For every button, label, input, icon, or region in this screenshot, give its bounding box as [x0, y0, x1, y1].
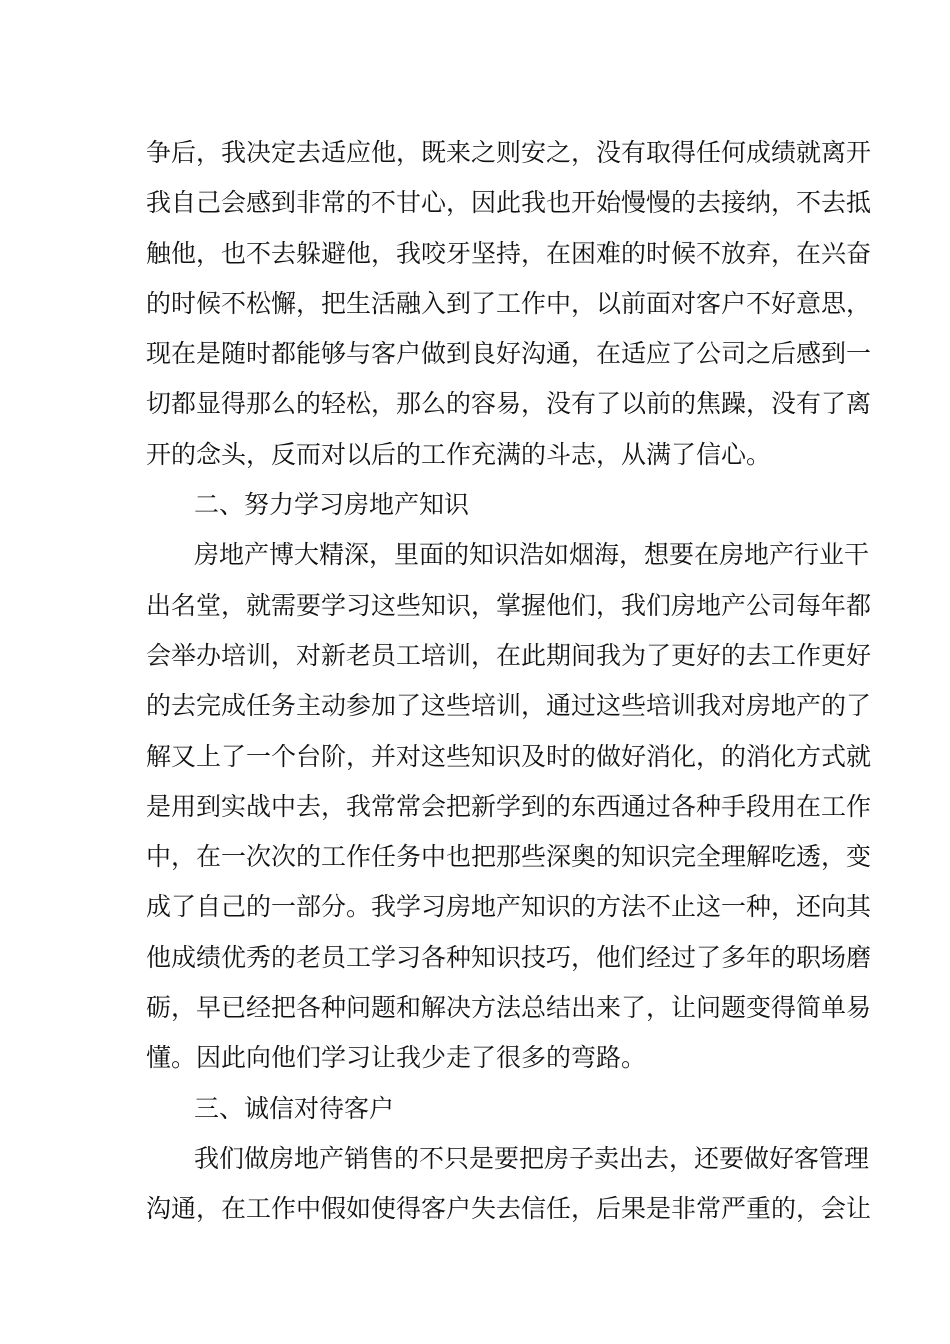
- text-line: 争后，我决定去适应他，既来之则安之，没有取得任何成绩就离开: [146, 138, 872, 167]
- text-line: 触他，也不去躲避他，我咬牙坚持，在困难的时候不放弃，在兴奋: [146, 238, 872, 268]
- text-line: 切都显得那么的轻松，那么的容易，没有了以前的焦躁，没有了离: [146, 389, 872, 419]
- text-line: 懂。因此向他们学习让我少走了很多的弯路。: [146, 1043, 647, 1073]
- text-line: 开的念头，反而对以后的工作充满的斗志，从满了信心。: [146, 439, 772, 469]
- text-line: 的时候不松懈，把生活融入到了工作中，以前面对客户不好意思，: [146, 288, 872, 318]
- text-line: 砺，早已经把各种问题和解决方法总结出来了，让问题变得简单易: [146, 993, 872, 1023]
- section-heading: 二、努力学习房地产知识: [194, 490, 470, 520]
- text-line: 的去完成任务主动参加了这些培训，通过这些培训我对房地产的了: [146, 691, 872, 721]
- section-heading: 三、诚信对待客户: [194, 1093, 395, 1123]
- paragraph-first-line: 我们做房地产销售的不只是要把房子卖出去，还要做好客管理: [194, 1143, 870, 1173]
- text-line: 现在是随时都能够与客户做到良好沟通，在适应了公司之后感到一: [146, 339, 872, 369]
- text-line: 解又上了一个台阶，并对这些知识及时的做好消化，的消化方式就: [146, 741, 872, 771]
- text-line: 沟通，在工作中假如使得客户失去信任，后果是非常严重的，会让: [146, 1194, 872, 1224]
- text-line: 出名堂，就需要学习这些知识，掌握他们，我们房地产公司每年都: [146, 590, 872, 620]
- text-line: 成了自己的一部分。我学习房地产知识的方法不止这一种，还向其: [146, 892, 872, 922]
- paragraph-first-line: 房地产博大精深，里面的知识浩如烟海，想要在房地产行业干: [194, 540, 870, 570]
- text-line: 中，在一次次的工作任务中也把那些深奥的知识完全理解吃透，变: [146, 842, 872, 872]
- text-line: 会举办培训，对新老员工培训，在此期间我为了更好的去工作更好: [146, 640, 872, 670]
- text-line: 他成绩优秀的老员工学习各种知识技巧，他们经过了多年的职场磨: [146, 942, 872, 972]
- document-body: [146, 128, 872, 1235]
- text-line: 是用到实战中去，我常常会把新学到的东西通过各种手段用在工作: [146, 791, 872, 821]
- text-line: 我自己会感到非常的不甘心，因此我也开始慢慢的去接纳，不去抵: [146, 188, 872, 218]
